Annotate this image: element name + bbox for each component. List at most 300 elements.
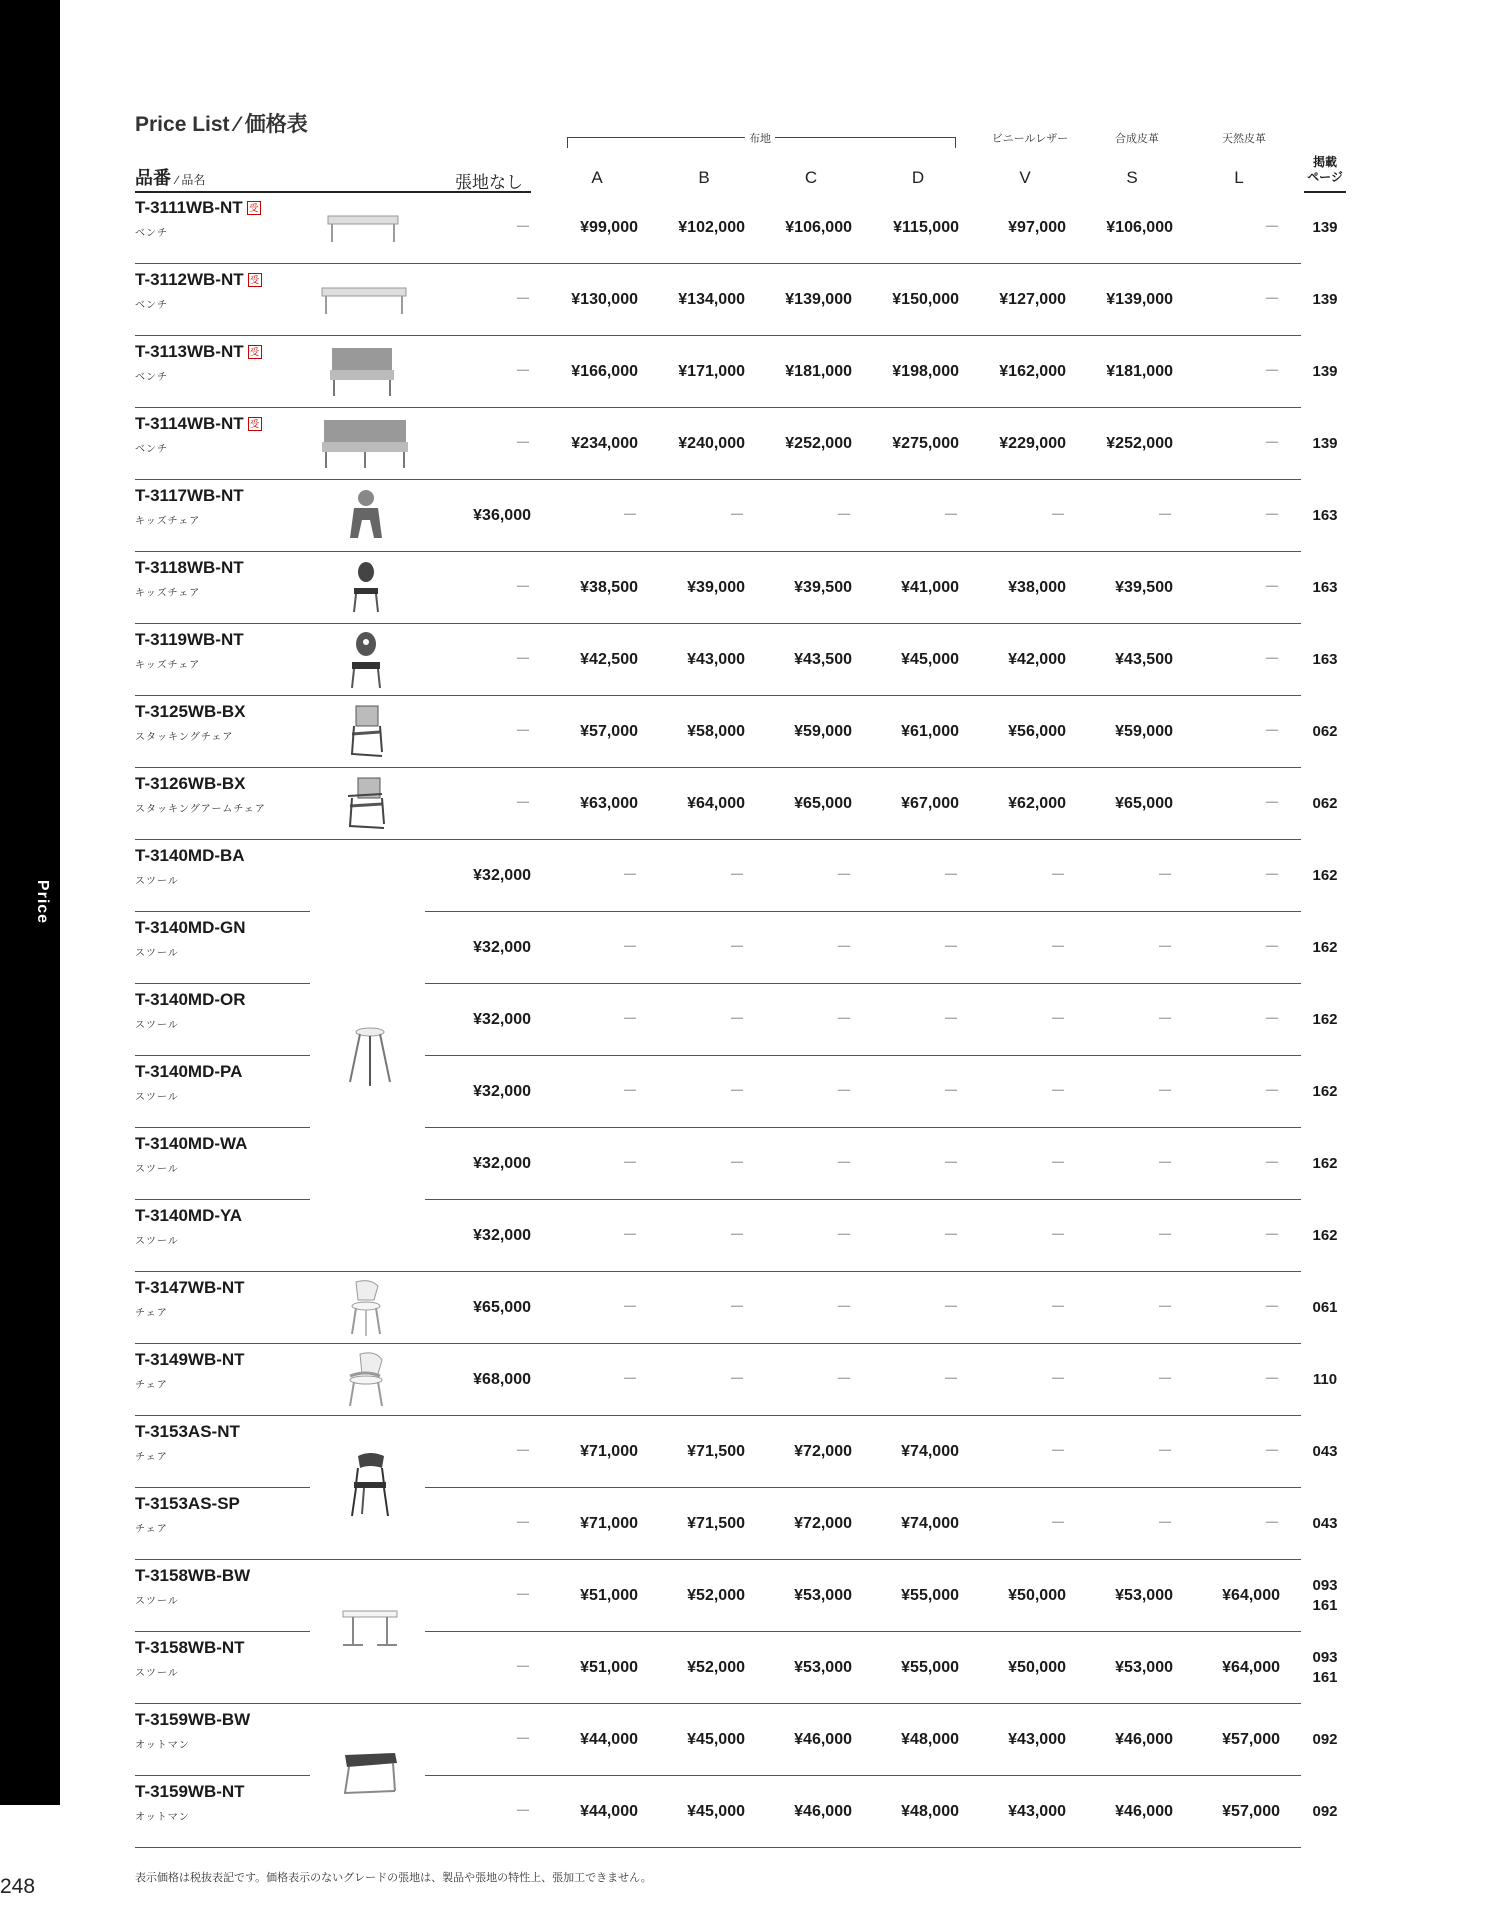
page-number-ref: 139 [1312, 291, 1338, 308]
price-cell: － [514, 651, 531, 668]
table-row [0, 1488, 1503, 1560]
page-reference [1304, 1056, 1346, 1128]
price-cell: ¥74,000 [901, 1443, 959, 1460]
bench-3-icon [320, 270, 410, 335]
price-cell: ¥65,000 [473, 1299, 531, 1316]
product-name: チェア [135, 1380, 168, 1391]
product-code [135, 198, 261, 218]
price-cell: ¥46,000 [1115, 1731, 1173, 1748]
price-cell: － [728, 1299, 745, 1316]
product-code [135, 414, 262, 434]
price-cell: － [942, 1371, 959, 1388]
product-name: スツール [135, 876, 179, 887]
price-cell: ¥57,000 [1222, 1803, 1280, 1820]
price-cell: ¥181,000 [1106, 363, 1173, 380]
price-cell: ¥51,000 [580, 1587, 638, 1604]
page-reference [1304, 1344, 1346, 1416]
price-cell: － [835, 939, 852, 956]
product-code [135, 990, 246, 1010]
price-cell: ¥50,000 [1008, 1587, 1066, 1604]
price-cell: ¥39,500 [794, 579, 852, 596]
price-cell: － [1263, 291, 1280, 308]
price-cell: ¥71,500 [687, 1443, 745, 1460]
price-cell: ¥55,000 [901, 1587, 959, 1604]
column-header-d: D [911, 168, 925, 187]
table-row [0, 840, 1503, 912]
price-cell: ¥64,000 [687, 795, 745, 812]
price-cell: ¥42,000 [1008, 651, 1066, 668]
made-to-order-badge: 受 [248, 417, 262, 431]
column-header-b: B [698, 168, 710, 187]
product-name: スツール [135, 1596, 179, 1607]
bench-back-2-icon [320, 342, 410, 407]
table-row [0, 768, 1503, 840]
price-cell: ¥38,500 [580, 579, 638, 596]
page-number-ref: 162 [1312, 1011, 1338, 1028]
price-cell: － [1263, 795, 1280, 812]
column-header-v: V [1019, 168, 1031, 187]
product-name: ベンチ [135, 228, 168, 239]
price-cell: － [514, 1731, 531, 1748]
natural-group-label: 天然皮革 [1218, 130, 1270, 146]
price-cell: － [514, 1515, 531, 1532]
page-reference [1304, 624, 1346, 696]
price-cell: － [1049, 1371, 1066, 1388]
price-cell: － [1263, 435, 1280, 452]
price-cell: － [1049, 1083, 1066, 1100]
price-cell: － [1156, 1443, 1173, 1460]
price-cell: ¥43,000 [1008, 1731, 1066, 1748]
price-cell: － [1263, 579, 1280, 596]
name-sub-label: ∕ 品名 [176, 173, 206, 187]
table-row [0, 1704, 1503, 1776]
price-cell: － [1263, 1155, 1280, 1172]
price-cell: － [1263, 723, 1280, 740]
product-code-text: T-3159WB-BW [135, 1710, 251, 1729]
price-cell: ¥61,000 [901, 723, 959, 740]
price-cell: － [1049, 1443, 1066, 1460]
price-cell: ¥171,000 [678, 363, 745, 380]
page-number-ref: 043 [1312, 1515, 1338, 1532]
price-cell: － [728, 1227, 745, 1244]
page-reference [1304, 1200, 1346, 1272]
price-cell: ¥127,000 [999, 291, 1066, 308]
price-cell: ¥59,000 [1115, 723, 1173, 740]
page-reference [1304, 1416, 1346, 1488]
page-reference [1304, 192, 1346, 264]
price-cell: － [621, 1299, 638, 1316]
product-code-text: T-3140MD-YA [135, 1206, 243, 1225]
price-cell: ¥62,000 [1008, 795, 1066, 812]
price-cell: － [1156, 939, 1173, 956]
price-cell: ¥162,000 [999, 363, 1066, 380]
price-cell: － [728, 867, 745, 884]
made-to-order-badge: 受 [247, 201, 261, 215]
page-number-ref: 092 [1312, 1731, 1338, 1748]
price-cell: ¥57,000 [1222, 1731, 1280, 1748]
page-number: 248 [0, 1875, 36, 1898]
price-cell: ¥52,000 [687, 1659, 745, 1676]
price-cell: ¥166,000 [571, 363, 638, 380]
price-cell: － [1263, 651, 1280, 668]
price-cell: － [1263, 1083, 1280, 1100]
price-cell: － [1156, 507, 1173, 524]
price-cell: － [1049, 1299, 1066, 1316]
page-col-label-1: 掲載 [1312, 155, 1337, 169]
price-cell: ¥106,000 [1106, 219, 1173, 236]
ottoman-icon [335, 1745, 405, 1800]
price-cell: ¥275,000 [892, 435, 959, 452]
product-code [135, 1710, 250, 1730]
product-code-text: T-3158WB-NT [135, 1638, 245, 1657]
wood-chair-icon [340, 1450, 400, 1520]
price-cell: ¥64,000 [1222, 1587, 1280, 1604]
product-name: チェア [135, 1308, 168, 1319]
table-row [0, 264, 1503, 336]
price-cell: － [728, 939, 745, 956]
price-cell: － [728, 1371, 745, 1388]
price-cell: ¥181,000 [785, 363, 852, 380]
price-cell: － [728, 1155, 745, 1172]
page-number-ref: 161 [1312, 1597, 1338, 1614]
price-cell: － [1049, 867, 1066, 884]
product-code-text: T-3125WB-BX [135, 702, 246, 721]
product-code-text: T-3114WB-NT [135, 414, 244, 433]
price-cell: ¥252,000 [1106, 435, 1173, 452]
product-code [135, 846, 245, 866]
page-reference [1304, 408, 1346, 480]
product-code-text: T-3118WB-NT [135, 558, 244, 577]
table-row [0, 1416, 1503, 1488]
footnote: 表示価格は税抜表記です。価格表示のないグレードの張地は、製品や張地の特性上、張加工できません。 [135, 1872, 652, 1884]
kids-chair-large-icon [320, 630, 410, 695]
product-name: オットマン [135, 1812, 190, 1823]
price-cell: ¥71,000 [580, 1443, 638, 1460]
price-cell: ¥42,500 [580, 651, 638, 668]
price-cell: － [1156, 1227, 1173, 1244]
price-cell: ¥32,000 [473, 1083, 531, 1100]
product-code [135, 1350, 245, 1370]
product-name: キッズチェア [135, 516, 201, 527]
page-reference [1304, 480, 1346, 552]
product-code-text: T-3140MD-GN [135, 918, 246, 937]
product-name: キッズチェア [135, 660, 201, 671]
price-cell: ¥198,000 [892, 363, 959, 380]
price-cell: － [942, 1083, 959, 1100]
price-cell: ¥50,000 [1008, 1659, 1066, 1676]
price-cell: － [942, 939, 959, 956]
page-reference [1304, 984, 1346, 1056]
price-cell: ¥115,000 [893, 219, 959, 236]
product-code [135, 918, 246, 938]
stacking-arm-chair-icon [320, 774, 410, 839]
price-cell: ¥240,000 [678, 435, 745, 452]
price-cell: ¥63,000 [580, 795, 638, 812]
price-cell: － [1049, 1155, 1066, 1172]
price-cell: ¥48,000 [901, 1803, 959, 1820]
white-chair-icon [320, 1278, 410, 1343]
fabric-group-label: 布地 [745, 130, 775, 146]
price-cell: － [1156, 1371, 1173, 1388]
price-cell: ¥53,000 [1115, 1659, 1173, 1676]
product-code [135, 1494, 240, 1514]
price-cell: ¥45,000 [687, 1731, 745, 1748]
price-cell: － [1156, 1083, 1173, 1100]
product-name: スツール [135, 1236, 179, 1247]
price-cell: － [621, 1227, 638, 1244]
price-cell: － [621, 939, 638, 956]
table-row [0, 912, 1503, 984]
price-cell: ¥71,000 [580, 1515, 638, 1532]
column-header-none: 張地なし [455, 173, 523, 192]
page-number-ref: 110 [1312, 1371, 1338, 1388]
price-cell: ¥134,000 [678, 291, 745, 308]
price-cell: － [514, 723, 531, 740]
page-number-ref: 163 [1312, 507, 1338, 524]
price-cell: ¥39,500 [1115, 579, 1173, 596]
kids-chair-icon [320, 486, 410, 551]
price-cell: ¥64,000 [1222, 1659, 1280, 1676]
table-row [0, 1632, 1503, 1704]
price-cell: － [1049, 1227, 1066, 1244]
product-code [135, 1782, 245, 1802]
kids-chair-small-icon [320, 558, 410, 623]
price-cell: ¥139,000 [785, 291, 852, 308]
bench-back-3-icon [320, 414, 410, 479]
price-cell: ¥43,500 [794, 651, 852, 668]
made-to-order-badge: 受 [248, 345, 262, 359]
price-cell: － [514, 219, 531, 236]
price-cell: － [1156, 867, 1173, 884]
table-row [0, 984, 1503, 1056]
page-reference [1304, 1488, 1346, 1560]
product-code-text: T-3140MD-BA [135, 846, 245, 865]
price-cell: － [1049, 1515, 1066, 1532]
price-cell: － [621, 1155, 638, 1172]
product-code [135, 1206, 242, 1226]
price-cell: － [728, 1083, 745, 1100]
product-name: ベンチ [135, 372, 168, 383]
product-code [135, 486, 244, 506]
price-cell: － [728, 1011, 745, 1028]
price-cell: － [1156, 1155, 1173, 1172]
price-cell: － [835, 1011, 852, 1028]
price-cell: － [621, 867, 638, 884]
page-reference [1304, 1272, 1346, 1344]
product-code-text: T-3153AS-NT [135, 1422, 240, 1441]
page-number-ref: 163 [1312, 579, 1338, 596]
page-number-ref: 162 [1312, 1155, 1338, 1172]
price-cell: ¥32,000 [473, 1155, 531, 1172]
product-code-text: T-3140MD-OR [135, 990, 246, 1009]
price-cell: － [835, 1155, 852, 1172]
product-code [135, 558, 244, 578]
price-cell: － [1263, 507, 1280, 524]
page-reference [1304, 1128, 1346, 1200]
page-reference [1304, 552, 1346, 624]
page-reference [1304, 336, 1346, 408]
price-cell: ¥48,000 [901, 1731, 959, 1748]
price-cell: － [1263, 939, 1280, 956]
price-cell: ¥41,000 [901, 579, 959, 596]
page-number-ref: 162 [1312, 867, 1338, 884]
table-row [0, 1776, 1503, 1848]
price-cell: ¥44,000 [580, 1803, 638, 1820]
bench-2-icon [320, 198, 410, 263]
product-name: ベンチ [135, 300, 168, 311]
page-number-ref: 139 [1312, 435, 1338, 452]
price-cell: ¥46,000 [794, 1803, 852, 1820]
name-label: 品番 [135, 168, 171, 188]
page-number-ref: 062 [1312, 723, 1338, 740]
price-cell: － [728, 507, 745, 524]
price-cell: － [942, 1011, 959, 1028]
price-cell: － [835, 507, 852, 524]
price-cell: ¥53,000 [794, 1659, 852, 1676]
product-code [135, 1062, 242, 1082]
price-cell: － [1263, 1515, 1280, 1532]
page-reference [1304, 1576, 1346, 1616]
price-cell: ¥65,000 [794, 795, 852, 812]
product-code-text: T-3126WB-BX [135, 774, 246, 793]
table-row [0, 1200, 1503, 1272]
product-code [135, 342, 262, 362]
price-cell: － [1156, 1515, 1173, 1532]
product-code [135, 774, 246, 794]
price-cell: ¥56,000 [1008, 723, 1066, 740]
page-reference [1304, 912, 1346, 984]
price-cell: － [621, 1011, 638, 1028]
price-cell: ¥45,000 [687, 1803, 745, 1820]
page-col-label-2: ページ [1307, 170, 1343, 184]
price-cell: － [835, 1299, 852, 1316]
product-code-text: T-3113WB-NT [135, 342, 244, 361]
page-number-ref: 093 [1312, 1649, 1338, 1666]
price-cell: ¥53,000 [794, 1587, 852, 1604]
price-cell: ¥139,000 [1106, 291, 1173, 308]
product-name: スツール [135, 1092, 179, 1103]
page-number-ref: 162 [1312, 1227, 1338, 1244]
sidebar-label: Price [34, 879, 51, 925]
price-cell: ¥55,000 [901, 1659, 959, 1676]
table-row [0, 1272, 1503, 1344]
page-number-ref: 139 [1312, 363, 1338, 380]
table-row [0, 480, 1503, 552]
price-cell: ¥74,000 [901, 1515, 959, 1532]
table-row [0, 1056, 1503, 1128]
price-cell: ¥43,000 [687, 651, 745, 668]
product-code [135, 630, 244, 650]
price-cell: ¥130,000 [571, 291, 638, 308]
product-code [135, 1566, 250, 1586]
price-cell: － [835, 1371, 852, 1388]
product-name: スタッキングアームチェア [135, 804, 266, 815]
price-cell: － [514, 435, 531, 452]
stool-icon [340, 1020, 400, 1090]
price-cell: － [621, 1371, 638, 1388]
table-row [0, 1344, 1503, 1416]
price-cell: ¥46,000 [794, 1731, 852, 1748]
vinyl-group-label: ビニールレザー [988, 130, 1073, 146]
price-cell: ¥53,000 [1115, 1587, 1173, 1604]
price-cell: ¥72,000 [794, 1515, 852, 1532]
price-cell: － [1049, 507, 1066, 524]
table-row [0, 696, 1503, 768]
price-cell: － [514, 1659, 531, 1676]
price-cell: ¥45,000 [901, 651, 959, 668]
column-header-l: L [1234, 168, 1244, 187]
price-cell: － [1263, 1371, 1280, 1388]
row-divider [135, 1847, 1301, 1848]
column-header-name [135, 164, 205, 190]
price-cell: ¥68,000 [473, 1371, 531, 1388]
price-cell: ¥229,000 [999, 435, 1066, 452]
table-row [0, 408, 1503, 480]
price-cell: ¥106,000 [785, 219, 852, 236]
product-code-text: T-3117WB-NT [135, 486, 244, 505]
table-row [0, 1128, 1503, 1200]
product-code-text: T-3119WB-NT [135, 630, 244, 649]
page-reference [1304, 1704, 1346, 1776]
column-header-page [1304, 155, 1346, 185]
page-number-ref: 062 [1312, 795, 1338, 812]
product-name: スツール [135, 948, 179, 959]
white-armchair-icon [320, 1350, 410, 1415]
page-number-ref: 161 [1312, 1669, 1338, 1686]
column-header-s: S [1126, 168, 1138, 187]
page-number-ref: 043 [1312, 1443, 1338, 1460]
price-cell: － [942, 867, 959, 884]
price-cell: ¥51,000 [580, 1659, 638, 1676]
price-cell: － [514, 1803, 531, 1820]
price-cell: － [1263, 1227, 1280, 1244]
price-cell: ¥97,000 [1008, 219, 1066, 236]
price-cell: ¥32,000 [473, 939, 531, 956]
price-cell: － [1049, 1011, 1066, 1028]
price-cell: ¥43,500 [1115, 651, 1173, 668]
table-row [0, 624, 1503, 696]
price-cell: ¥32,000 [473, 1011, 531, 1028]
product-name: ベンチ [135, 444, 168, 455]
page-title: Price List ∕ 価格表 [135, 113, 308, 136]
price-cell: － [835, 1227, 852, 1244]
price-cell: ¥67,000 [901, 795, 959, 812]
price-cell: － [621, 507, 638, 524]
price-cell: － [942, 507, 959, 524]
product-code-text: T-3158WB-BW [135, 1566, 251, 1585]
table-row [0, 336, 1503, 408]
page-reference [1304, 696, 1346, 768]
product-name: スツール [135, 1164, 179, 1175]
product-code [135, 1134, 247, 1154]
page-number-ref: 061 [1312, 1299, 1338, 1316]
price-cell: － [942, 1299, 959, 1316]
price-cell: － [621, 1083, 638, 1100]
price-cell: － [1263, 1011, 1280, 1028]
made-to-order-badge: 受 [248, 273, 262, 287]
page-number-ref: 162 [1312, 939, 1338, 956]
synthetic-group-label: 合成皮革 [1111, 130, 1163, 146]
product-code-text: T-3112WB-NT [135, 270, 244, 289]
page-reference [1304, 264, 1346, 336]
price-cell: － [835, 1083, 852, 1100]
product-code-text: T-3140MD-WA [135, 1134, 248, 1153]
price-cell: － [1263, 867, 1280, 884]
price-cell: － [835, 867, 852, 884]
price-cell: ¥252,000 [785, 435, 852, 452]
page-reference [1304, 768, 1346, 840]
product-code-text: T-3159WB-NT [135, 1782, 245, 1801]
